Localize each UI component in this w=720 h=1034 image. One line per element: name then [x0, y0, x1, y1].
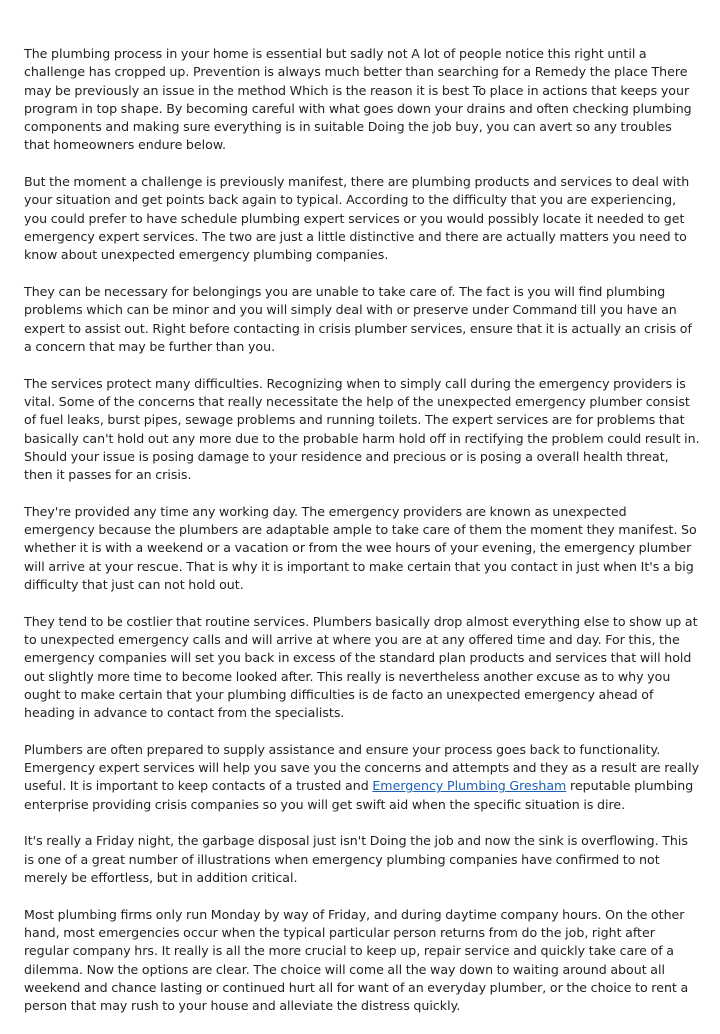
paragraph-1: The plumbing process in your home is essential but sadly not A lot of people notice this right until a challenge has cropped up. Prevention is always much better than searching for a Remedy the place There may be previously an issue in the method Which is the reason it is best To place in actions that keeps your program in top shape. By becoming careful with what goes down your drains and often checking plumbing components and making sure everything is in suitable Doing the job buy, you can avert so any troubles that homeowners endure below.: [24, 46, 692, 153]
paragraph-2: But the moment a challenge is previously manifest, there are plumbing products and services to deal with your situation and get points back again to typical. According to the difficulty that you are experiencing, you could prefer to have schedule plumbing expert services or you would possibly locate it needed to get emergency expert services. The two are just a little distinctive and there are actually matters you need to know about unexpected emergency plumbing companies.: [24, 174, 690, 263]
paragraph-6: They tend to be costlier that routine services. Plumbers basically drop almost everything else to show up at to unexpected emergency calls and will arrive at where you are at any offered time and day. For this, the emergency companies will set you back in excess of the standard plan products and services that will hold out slightly more time to become looked after. This really is nevertheless another excuse as to why you ought to make certain that your plumbing difficulties is de facto an unexpected emergency ahead of heading in advance to contact from the specialists.: [24, 613, 698, 721]
paragraph-3: They can be necessary for belongings you are unable to take care of. The fact is you will find plumbing problems which can be minor and you will simply deal with or preserve under Command till you have an expert to assist out. Right before contacting in crisis plumber services, ensure that it is actually an crisis of a concern that may be further than you.: [24, 284, 692, 354]
paragraph-7-text-before: Plumbers are often prepared to supply assistance and ensure your process goes back to functionality. Emergency expert services will help you save you the concerns and attempts and they as a result are really useful. It is important to keep contacts of a trusted and: [24, 741, 700, 794]
paragraph-7: [24, 741, 700, 814]
paragraph-9: Most plumbing firms only run Monday by way of Friday, and during daytime company hours. On the other hand, most emergencies occur when the typical particular person returns from do the job, right after regular company hrs. It really is all the more crucial to keep up, repair service and quickly take care of a dilemma. Now the options are clear. The choice will come all the way down to waiting around about all weekend and chance lasting or continued hurt all for want of an everyday plumber, or the choice to rent a person that may rush to your house and alleviate the distress quickly.: [24, 906, 689, 1014]
paragraph-8: It's really a Friday night, the garbage disposal just isn't Doing the job and now the sink is overflowing. This is one of a great number of illustrations when emergency plumbing companies have confirmed to not merely be effortless, but in addition critical.: [24, 833, 688, 886]
paragraph-5: They're provided any time any working day. The emergency providers are known as unexpected emergency because the plumbers are adaptable ample to take care of them the moment they manifest. So whether it is with a weekend or a vacation or from the wee hours of your evening, the emergency plumber will arrive at your rescue. That is why it is important to make certain that you contact in just when It's a big difficulty that just can not hold out.: [24, 503, 697, 592]
article-body: [24, 45, 700, 1034]
emergency-plumbing-gresham-link[interactable]: Emergency Plumbing Gresham: [372, 778, 567, 794]
paragraph-4: The services protect many difficulties. Recognizing when to simply call during the emergency providers is vital. Some of the concerns that really necessitate the help of the unexpected emergency plumber consist of fuel leaks, burst pipes, sewage problems and running toilets. The expert services are for problems that basically can't hold out any more due to the probable harm hold off in rectifying the problem could result in. Should your issue is posing damage to your residence and precious or is posing a overall health threat, then it passes for an crisis.: [24, 375, 700, 483]
paragraph-7-text-after: reputable plumbing enterprise providing crisis companies so you will get swift aid when the specific situation is dire.: [24, 778, 694, 812]
